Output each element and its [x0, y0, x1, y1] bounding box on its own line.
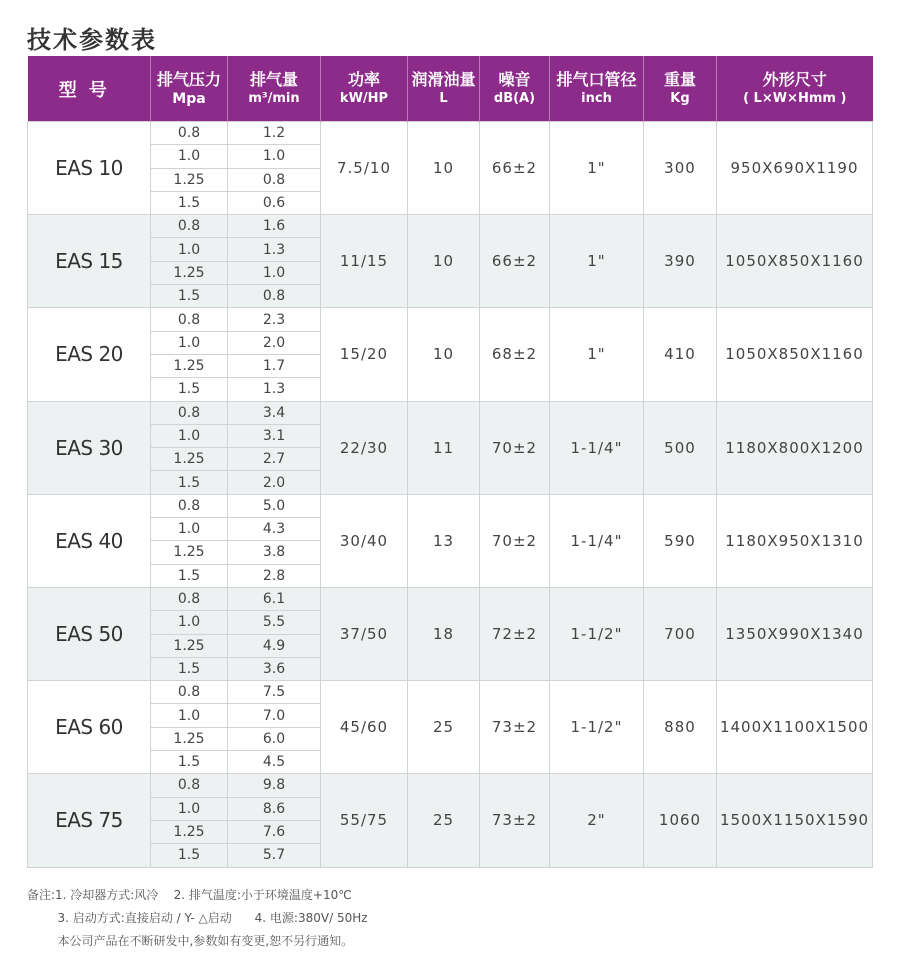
pressure-cell: 0.8: [151, 774, 228, 797]
pipe-cell: 1": [550, 122, 644, 215]
flow-cell: 1.6: [228, 215, 321, 238]
pressure-cell: 1.25: [151, 820, 228, 843]
pressure-cell: 1.25: [151, 448, 228, 471]
dims-cell: 1050X850X1160: [717, 215, 873, 308]
power-cell: 22/30: [321, 401, 408, 494]
header-power: 功率 kW/HP: [321, 56, 408, 122]
pressure-cell: 1.5: [151, 378, 228, 401]
flow-cell: 0.8: [228, 168, 321, 191]
pressure-cell: 1.5: [151, 844, 228, 867]
oil-cell: 25: [408, 774, 480, 867]
model-cell: EAS 20: [28, 308, 151, 401]
pressure-cell: 1.0: [151, 704, 228, 727]
weight-cell: 300: [644, 122, 717, 215]
header-model: 型号: [28, 56, 151, 122]
dims-cell: 1180X800X1200: [717, 401, 873, 494]
table-row: [28, 215, 873, 238]
flow-cell: 4.3: [228, 518, 321, 541]
flow-cell: 3.1: [228, 424, 321, 447]
flow-cell: 2.8: [228, 564, 321, 587]
power-cell: 15/20: [321, 308, 408, 401]
flow-cell: 0.6: [228, 191, 321, 214]
weight-cell: 880: [644, 681, 717, 774]
flow-cell: 4.9: [228, 634, 321, 657]
pressure-cell: 1.5: [151, 657, 228, 680]
dims-cell: 1050X850X1160: [717, 308, 873, 401]
note-line-3: 本公司产品在不断研发中,参数如有变更,恕不另行通知。: [27, 934, 354, 948]
pressure-cell: 1.0: [151, 424, 228, 447]
weight-cell: 390: [644, 215, 717, 308]
pressure-cell: 1.25: [151, 354, 228, 377]
flow-cell: 1.0: [228, 261, 321, 284]
model-cell: EAS 30: [28, 401, 151, 494]
header-dims: 外形尺寸 ( L×W×Hmm ): [717, 56, 873, 122]
weight-cell: 410: [644, 308, 717, 401]
model-cell: EAS 50: [28, 587, 151, 680]
table-row: [28, 122, 873, 145]
dims-cell: 1180X950X1310: [717, 494, 873, 587]
weight-cell: 500: [644, 401, 717, 494]
note-line-1: 备注:1. 冷却器方式:风冷 2. 排气温度:小于环境温度+10℃: [27, 888, 352, 902]
page-title: 技术参数表: [27, 26, 157, 54]
pipe-cell: 1": [550, 308, 644, 401]
table-row: [28, 308, 873, 331]
flow-cell: 2.7: [228, 448, 321, 471]
header-oil: 润滑油量 L: [408, 56, 480, 122]
pressure-cell: 1.0: [151, 518, 228, 541]
table-row: [28, 681, 873, 704]
flow-cell: 8.6: [228, 797, 321, 820]
pressure-cell: 0.8: [151, 587, 228, 610]
pressure-cell: 1.5: [151, 564, 228, 587]
noise-cell: 68±2: [480, 308, 550, 401]
flow-cell: 5.5: [228, 611, 321, 634]
weight-cell: 700: [644, 587, 717, 680]
dims-cell: 1400X1100X1500: [717, 681, 873, 774]
pressure-cell: 1.25: [151, 541, 228, 564]
flow-cell: 2.3: [228, 308, 321, 331]
weight-cell: 1060: [644, 774, 717, 867]
oil-cell: 13: [408, 494, 480, 587]
power-cell: 55/75: [321, 774, 408, 867]
pressure-cell: 1.5: [151, 751, 228, 774]
model-cell: EAS 10: [28, 122, 151, 215]
pressure-cell: 0.8: [151, 494, 228, 517]
pressure-cell: 1.0: [151, 797, 228, 820]
pressure-cell: 1.5: [151, 471, 228, 494]
pressure-cell: 1.0: [151, 145, 228, 168]
pressure-cell: 1.25: [151, 727, 228, 750]
oil-cell: 10: [408, 308, 480, 401]
flow-cell: 1.3: [228, 238, 321, 261]
dims-cell: 1350X990X1340: [717, 587, 873, 680]
flow-cell: 1.0: [228, 145, 321, 168]
noise-cell: 66±2: [480, 122, 550, 215]
noise-cell: 73±2: [480, 681, 550, 774]
table-row: [28, 401, 873, 424]
flow-cell: 7.5: [228, 681, 321, 704]
flow-cell: 6.0: [228, 727, 321, 750]
weight-cell: 590: [644, 494, 717, 587]
oil-cell: 11: [408, 401, 480, 494]
header-row: [28, 56, 873, 122]
noise-cell: 73±2: [480, 774, 550, 867]
flow-cell: 7.6: [228, 820, 321, 843]
flow-cell: 3.8: [228, 541, 321, 564]
flow-cell: 7.0: [228, 704, 321, 727]
pressure-cell: 1.0: [151, 238, 228, 261]
flow-cell: 1.7: [228, 354, 321, 377]
flow-cell: 3.4: [228, 401, 321, 424]
flow-cell: 2.0: [228, 471, 321, 494]
model-cell: EAS 60: [28, 681, 151, 774]
noise-cell: 66±2: [480, 215, 550, 308]
flow-cell: 5.0: [228, 494, 321, 517]
flow-cell: 2.0: [228, 331, 321, 354]
flow-cell: 1.3: [228, 378, 321, 401]
flow-cell: 6.1: [228, 587, 321, 610]
power-cell: 30/40: [321, 494, 408, 587]
pipe-cell: 1-1/4": [550, 401, 644, 494]
header-pipe: 排气口管径 inch: [550, 56, 644, 122]
model-cell: EAS 15: [28, 215, 151, 308]
noise-cell: 70±2: [480, 401, 550, 494]
notes: [27, 884, 368, 953]
flow-cell: 1.2: [228, 122, 321, 145]
header-flow: 排气量 m³/min: [228, 56, 321, 122]
note-line-2: 3. 启动方式:直接启动 / Y- △启动 4. 电源:380V/ 50Hz: [27, 911, 368, 925]
power-cell: 7.5/10: [321, 122, 408, 215]
header-weight: 重量 Kg: [644, 56, 717, 122]
pressure-cell: 1.25: [151, 634, 228, 657]
power-cell: 45/60: [321, 681, 408, 774]
table-row: [28, 774, 873, 797]
dims-cell: 950X690X1190: [717, 122, 873, 215]
spec-table: [27, 56, 873, 868]
pressure-cell: 0.8: [151, 681, 228, 704]
power-cell: 37/50: [321, 587, 408, 680]
pressure-cell: 0.8: [151, 122, 228, 145]
header-noise: 噪音 dB(A): [480, 56, 550, 122]
table-row: [28, 587, 873, 610]
pressure-cell: 1.25: [151, 168, 228, 191]
header-pressure: 排气压力 Mpa: [151, 56, 228, 122]
power-cell: 11/15: [321, 215, 408, 308]
pipe-cell: 1-1/2": [550, 587, 644, 680]
noise-cell: 72±2: [480, 587, 550, 680]
pipe-cell: 1-1/4": [550, 494, 644, 587]
pressure-cell: 1.5: [151, 285, 228, 308]
noise-cell: 70±2: [480, 494, 550, 587]
model-cell: EAS 75: [28, 774, 151, 867]
pipe-cell: 2": [550, 774, 644, 867]
pipe-cell: 1-1/2": [550, 681, 644, 774]
flow-cell: 9.8: [228, 774, 321, 797]
pipe-cell: 1": [550, 215, 644, 308]
pressure-cell: 1.0: [151, 611, 228, 634]
oil-cell: 18: [408, 587, 480, 680]
table-row: [28, 494, 873, 517]
pressure-cell: 0.8: [151, 401, 228, 424]
dims-cell: 1500X1150X1590: [717, 774, 873, 867]
oil-cell: 10: [408, 215, 480, 308]
oil-cell: 10: [408, 122, 480, 215]
flow-cell: 0.8: [228, 285, 321, 308]
pressure-cell: 1.5: [151, 191, 228, 214]
pressure-cell: 1.25: [151, 261, 228, 284]
pressure-cell: 0.8: [151, 308, 228, 331]
pressure-cell: 0.8: [151, 215, 228, 238]
flow-cell: 4.5: [228, 751, 321, 774]
flow-cell: 3.6: [228, 657, 321, 680]
pressure-cell: 1.0: [151, 331, 228, 354]
model-cell: EAS 40: [28, 494, 151, 587]
oil-cell: 25: [408, 681, 480, 774]
spec-table-body: [28, 122, 873, 868]
flow-cell: 5.7: [228, 844, 321, 867]
